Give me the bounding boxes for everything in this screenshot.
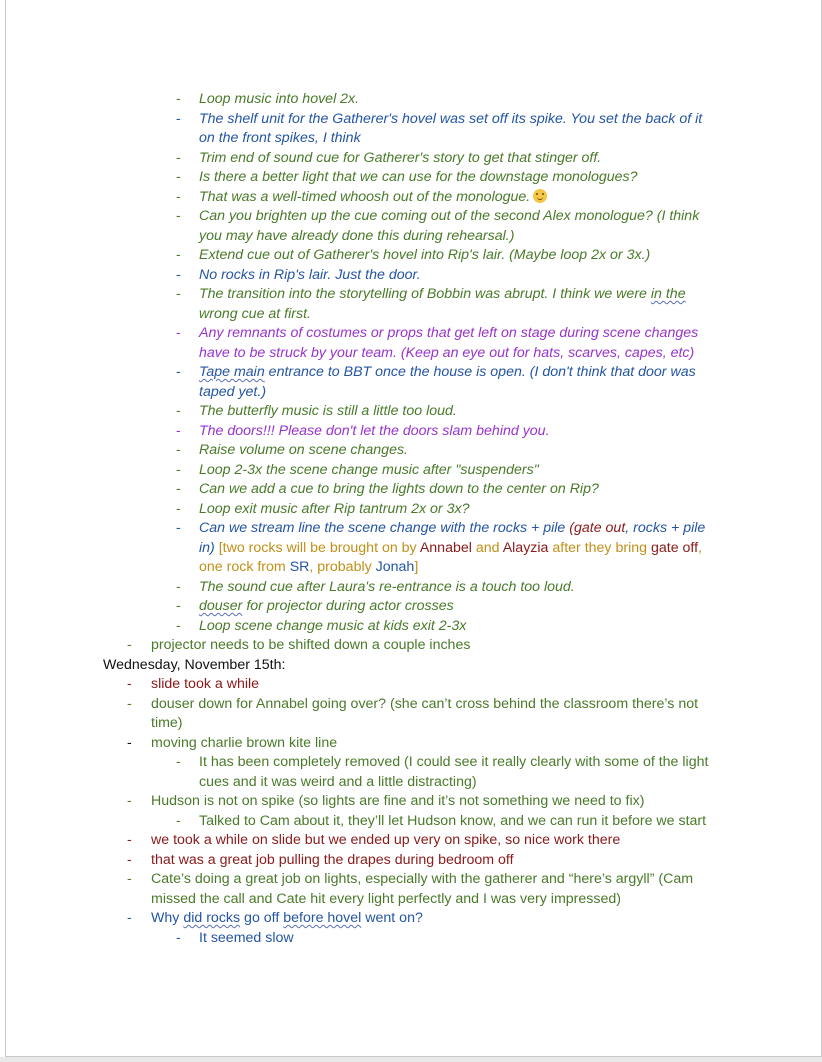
note-text: Jonah: [375, 559, 415, 575]
note-text-line: [199, 597, 454, 617]
note-text: Raise volume on scene changes.: [199, 442, 408, 458]
note-text: slide took a while: [151, 676, 260, 692]
note-text: that was a great job pulling the drapes during bedroom off: [151, 851, 514, 868]
note-text: No rocks in Rip's lair. Just the door.: [199, 266, 421, 283]
bullet: -: [176, 500, 181, 517]
spellcheck-word[interactable]: before hovel: [283, 910, 362, 926]
note-text: Loop 2-3x the scene change music after "suspenders": [199, 461, 539, 478]
note-text: after they bring: [548, 539, 651, 556]
note-text: The shelf unit for the Gatherer's hovel was set off its spike. You set the back of it: [199, 110, 703, 127]
note-text: time): [151, 715, 183, 731]
bullet: -: [176, 208, 181, 224]
note-text: [two rocks will be brought on by: [214, 539, 420, 556]
note-text: Extend cue out of Gatherer's hovel into Rip's lair. (Maybe loop 2x or 3x.): [199, 247, 651, 263]
note-text: The sound cue after Laura's re-entrance is a touch too loud.: [199, 578, 575, 595]
bullet: -: [176, 422, 181, 439]
bullet: -: [127, 832, 132, 848]
note-text: for projector during actor crosses: [242, 598, 454, 614]
page-gap: [0, 1057, 822, 1062]
bullet: -: [176, 812, 181, 829]
spellcheck-word[interactable]: in the: [650, 286, 686, 302]
bullet: -: [176, 286, 181, 302]
bullet: -: [176, 598, 181, 614]
bullet: -: [176, 461, 181, 478]
note-text-line: [199, 188, 547, 208]
bullet: -: [176, 520, 181, 536]
bullet: -: [176, 266, 181, 283]
bullet: -: [176, 403, 181, 419]
note-text: you may have already done this during rehearsal.): [199, 227, 515, 244]
bullet: -: [176, 578, 181, 595]
note-text: SR: [289, 559, 310, 575]
note-text: projector needs to be shifted down a couple inches: [151, 637, 471, 653]
spellcheck-word[interactable]: Tape main: [199, 364, 265, 380]
note-text: taped yet.): [199, 383, 267, 400]
note-text: cues and it was weird and a little distracting): [199, 773, 477, 790]
note-text: Alayzia: [502, 539, 549, 556]
note-text: missed the call and Cate hit every light perfectly and I was very impressed): [151, 890, 621, 907]
bullet: -: [176, 442, 181, 458]
note-text: It has been completely removed (I could see it really clearly with some of the light: [199, 754, 709, 770]
note-text-line: [199, 519, 705, 539]
note-text: on the front spikes, I think: [199, 130, 361, 146]
bullet: -: [176, 481, 181, 497]
bullet: -: [127, 871, 132, 887]
note-text: Annabel: [419, 539, 472, 556]
note-text: ,: [698, 539, 702, 556]
note-text: Trim end of sound cue for Gatherer's story to get that stinger off.: [199, 149, 602, 166]
note-text: and: [471, 539, 503, 556]
note-text: one rock from: [199, 559, 290, 575]
note-text: Talked to Cam about it, they’ll let Hudson know, and we can run it before we start: [199, 812, 707, 829]
note-text: Any remnants of costumes or props that get left on stage during scene changes: [199, 325, 699, 341]
note-text-line: [199, 285, 686, 305]
bullet: -: [176, 754, 181, 770]
bullet: -: [176, 110, 181, 127]
bullet: -: [127, 676, 132, 692]
note-text: Loop scene change music at kids exit 2-3x: [199, 617, 467, 634]
bullet: -: [176, 247, 181, 263]
note-text: Loop exit music after Rip tantrum 2x or 3x?: [199, 500, 470, 517]
note-text: have to be struck by your team. (Keep an eye out for hats, scarves, capes, etc): [199, 344, 695, 361]
document-page: [5, 0, 822, 1057]
note-text: entrance to BBT once the house is open. (I don't think that door was: [264, 364, 696, 380]
bullet: -: [176, 91, 181, 107]
note-text: Is there a better light that we can use for the downstage monologues?: [199, 169, 638, 185]
note-text: ]: [414, 559, 419, 575]
note-text: The transition into the storytelling of Bobbin was abrupt. I think we were: [199, 286, 651, 302]
bullet: -: [127, 734, 132, 751]
note-text-line: [199, 539, 702, 559]
bullet: -: [176, 188, 181, 205]
bullet: -: [176, 169, 181, 185]
note-text: , probably: [309, 559, 376, 575]
note-text: The doors!!! Please don't let the doors slam behind you.: [199, 422, 550, 439]
bullet: -: [176, 149, 181, 166]
note-text: we took a while on slide but we ended up very on spike, so nice work there: [151, 832, 621, 848]
note-text: wrong cue at first.: [199, 305, 311, 322]
note-text: ,: [625, 520, 634, 536]
bullet: -: [127, 910, 132, 926]
bullet: -: [127, 637, 132, 653]
note-text: It seemed slow: [199, 929, 294, 946]
bullet: -: [176, 617, 181, 634]
note-text: The butterfly music is still a little too loud.: [199, 403, 457, 419]
note-text: douser down for Annabel going over? (she can’t cross behind the classroom there’s not: [151, 695, 699, 712]
note-text: (: [565, 520, 574, 536]
note-text: rocks + pile: [633, 520, 706, 536]
note-text: Can we stream line the scene change with the rocks + pile: [199, 520, 566, 536]
note-text-line: [151, 909, 423, 929]
bullet: -: [176, 364, 181, 380]
note-text: gate out: [573, 520, 626, 536]
note-text: moving charlie brown kite line: [151, 734, 338, 751]
smiley-emoji-icon: [533, 189, 547, 203]
note-text: gate off: [650, 539, 699, 556]
note-text-line: [199, 363, 696, 383]
section-heading: Wednesday, November 15th:: [103, 656, 286, 673]
note-text: Hudson is not on spike (so lights are fine and it’s not something we need to fix): [151, 793, 645, 809]
note-text: went on?: [361, 910, 423, 926]
note-text-line: [199, 558, 418, 578]
note-text: Loop music into hovel 2x.: [199, 91, 360, 107]
bullet: -: [127, 851, 132, 868]
spellcheck-word[interactable]: did rocks: [183, 910, 241, 926]
note-text: in): [199, 539, 215, 556]
bullet: -: [127, 793, 132, 809]
bullet: -: [176, 929, 181, 946]
note-text: go off: [240, 910, 284, 926]
note-text: Cate’s doing a great job on lights, especially with the gatherer and “here’s argyll” (Cam: [151, 871, 694, 887]
note-text: Can you brighten up the cue coming out of the second Alex monologue? (I think: [199, 208, 700, 224]
note-text: Can we add a cue to bring the lights down to the center on Rip?: [199, 481, 599, 497]
note-text: Why: [151, 910, 184, 926]
spellcheck-word[interactable]: douser: [199, 598, 243, 614]
bullet: -: [127, 695, 132, 712]
note-text: That was a well-timed whoosh out of the monologue.: [199, 188, 531, 205]
bullet: -: [176, 325, 181, 341]
